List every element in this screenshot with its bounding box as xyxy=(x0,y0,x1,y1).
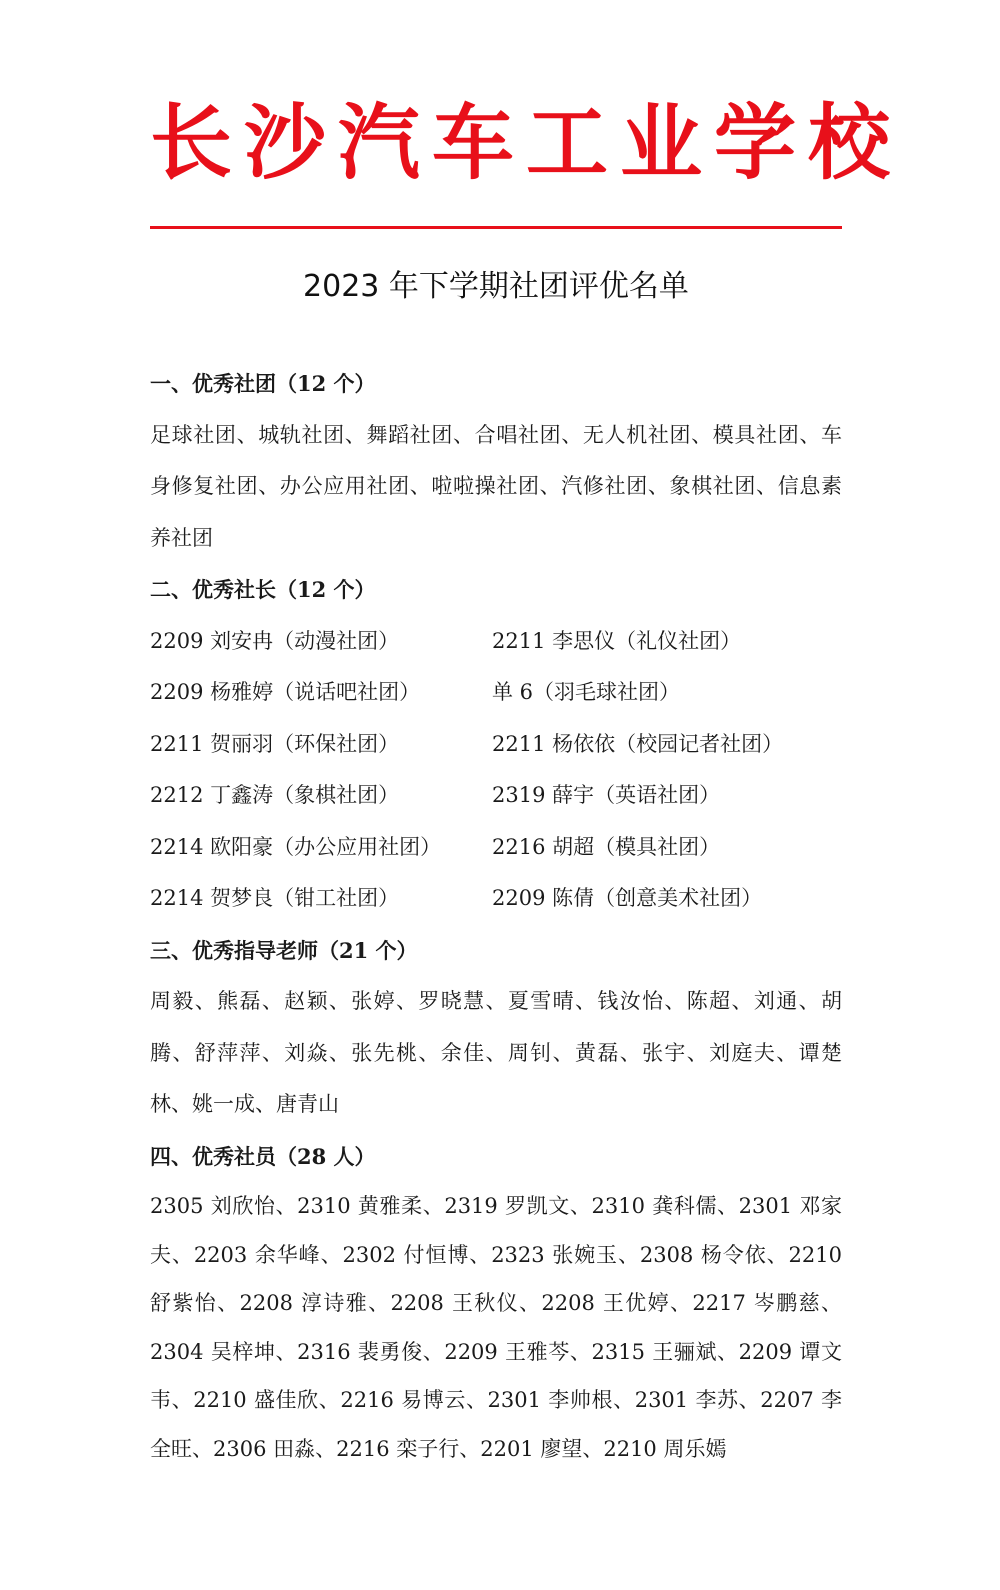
president-entry: 2319 薛宇（英语社团） xyxy=(492,783,721,807)
section-heading-presidents: 二、优秀社长（12 个） xyxy=(150,577,376,602)
president-entry: 2216 胡超（模具社团） xyxy=(492,834,721,859)
president-entry: 2214 欧阳豪（办公应用社团） xyxy=(150,834,442,859)
letterhead-divider xyxy=(150,226,842,229)
president-entry: 2212 丁鑫涛（象棋社团） xyxy=(150,783,400,807)
school-letterhead: 长沙汽车工业学校 xyxy=(150,95,903,191)
president-entry: 2209 刘安冉（动漫社团） xyxy=(150,628,400,653)
president-entry: 2209 杨雅婷（说话吧社团） xyxy=(150,680,421,704)
president-entry: 2211 杨依依（校园记者社团） xyxy=(492,731,784,756)
members-list: 2305 刘欣怡、2310 黄雅柔、2319 罗凯文、2310 龚科儒、2301 邓家夫、2203 余华峰、2302 付恒博、2323 张婉玉、2308 杨令依、2210 舒紫怡、2208 淳诗雅、2208 王秋仪、2208 王优婷、2217 岑鹏慈、2304 吴梓坤、2316 裴勇俊、2209 王雅芩、2315 王骊斌、2209 谭文韦、2210 盛佳欣、2216 易博云、2301 李帅根、2301 李苏、2207 李全旺、2306 田淼、2216 栾子行、2201 廖望、2210 周乐嫣 xyxy=(150,1194,842,1461)
president-entry: 2214 贺梦良（钳工社团） xyxy=(150,886,400,910)
section-heading-clubs: 一、优秀社团（12 个） xyxy=(150,371,376,396)
section-heading-members: 四、优秀社员（28 人） xyxy=(150,1143,376,1169)
document-body xyxy=(150,358,842,1473)
section-heading-teachers: 三、优秀指导老师（21 个） xyxy=(150,937,418,963)
presidents-list xyxy=(150,616,842,925)
clubs-list: 足球社团、城轨社团、舞蹈社团、合唱社团、无人机社团、模具社团、车身修复社团、办公应用社团、啦啦操社团、汽修社团、象棋社团、信息素养社团 xyxy=(150,422,842,550)
teachers-list: 周毅、熊磊、赵颖、张婷、罗晓慧、夏雪晴、钱汝怡、陈超、刘通、胡腾、舒萍萍、刘焱、张先桃、余佳、周钊、黄磊、张宇、刘庭夫、谭楚林、姚一成、唐青山 xyxy=(150,989,842,1116)
document-title: 2023 年下学期社团评优名单 xyxy=(303,269,689,304)
president-entry: 单 6（羽毛球社团） xyxy=(492,680,681,704)
president-entry: 2211 李思仪（礼仪社团） xyxy=(492,628,742,653)
president-entry: 2211 贺丽羽（环保社团） xyxy=(150,731,400,756)
president-entry: 2209 陈倩（创意美术社团） xyxy=(492,886,763,910)
